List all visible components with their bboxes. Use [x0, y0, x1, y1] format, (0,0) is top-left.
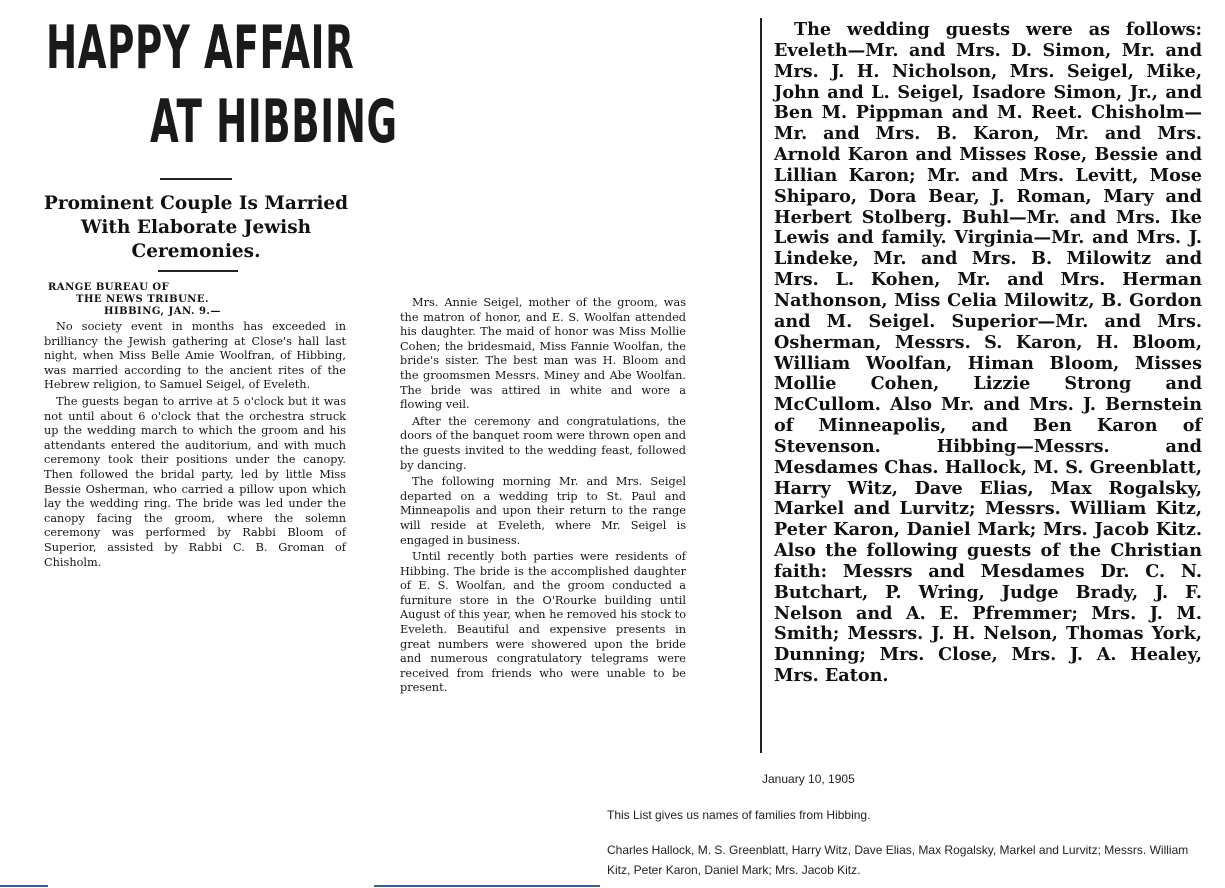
- annotation-names: Charles Hallock, M. S. Greenblatt, Harry Witz, Dave Elias, Max Rogalsky, Markel and Lurvitz; Messrs. William Kitz, Peter Karon, Daniel Mark; Mrs. Jacob Kitz.: [607, 843, 1189, 877]
- guest-list-column: [760, 18, 1207, 753]
- bottom-rule-left: [0, 885, 48, 887]
- dateline-paper: THE NEWS TRIBUNE.: [76, 294, 210, 305]
- paragraph: The guests began to arrive at 5 o'clock but it was not until about 6 o'clock that the orchestra struck up the wedding march to which the groom and his attendants entered the auditorium, and with much ceremony took their positions under the canopy. Then followed the bridal party, led by little Miss Bessie Osherman, who carried a pillow upon which lay the wedding ring. The bride was led under the canopy facing the groom, where the solemn ceremony was performed by Rabbi Bloom of Superior, assisted by Rabbi C. B. Groman of Chisholm.: [44, 394, 346, 569]
- article-column-1: [40, 10, 398, 656]
- subhead-divider: [158, 270, 238, 272]
- headline-divider: [160, 178, 232, 180]
- dateline: [48, 282, 258, 318]
- clipping-date: January 10, 1905: [762, 772, 855, 786]
- guest-list-body: [774, 20, 1202, 687]
- article-column-2: [378, 292, 690, 778]
- dateline-place-date: HIBBING, JAN. 9.—: [104, 306, 221, 317]
- annotation-note: This List gives us names of families from Hibbing.: [607, 808, 871, 822]
- dateline-bureau: RANGE BUREAU OF: [48, 282, 170, 293]
- guest-list-paragraph: The wedding guests were as follows: Eveleth—Mr. and Mrs. D. Simon, Mr. and Mrs. J. H. Nicholson, Mrs. Seigel, Mike, John and L. Seigel, Isadore Simon, Jr., and Ben M. Pippman and M. Reet. Chisholm—Mr. and Mrs. B. Karon, Mr. and Mrs. Arnold Karon and Misses Rose, Bessie and Lillian Karon; Mr. and Mrs. Levitt, Mose Shiparo, Dora Bear, J. Roman, Mary and Herbert Stolberg. Buhl—Mr. and Mrs. Ike Lewis and family. Virginia—Mr. and Mrs. J. Lindeke, Mr. and Mrs. B. Milowitz and Mrs. L. Kohen, Mr. and Mrs. Herman Nathonson, Miss Celia Milowitz, B. Gordon and M. Seigel. Superior—Mr. and Mrs. Osherman, Messrs. S. Karon, H. Bloom, William Woolfan, Himan Bloom, Misses Mollie Cohen, Lizzie Strong and McCullom. Also Mr. and Mrs. J. Bernstein of Minneapolis, and Ben Karon of Stevenson. Hibbing—Messrs. and Mesdames Chas. Hallock, M. S. Greenblatt, Harry Witz, Dave Elias, Max Rogalsky, Markel and Lurvitz; Messrs. William Kitz, Peter Karon, Daniel Mark; Mrs. Jacob Kitz. Also the following guests of the Christian faith: Messrs and Mesdames Dr. C. N. Butchart, P. Wring, Judge Brady, J. F. Nelson and A. E. Pfremmer; Mrs. J. M. Smith; Messrs. J. H. Nelson, Thomas York, Dunning; Mrs. Close, Mrs. J. A. Healey, Mrs. Eaton.: [774, 19, 1202, 687]
- article-body-col2: [400, 296, 686, 698]
- paragraph: Until recently both parties were residents of Hibbing. The bride is the accomplished daughter of E. S. Woolfan, and the groom conducted a furniture store in the O'Rourke building until August of this year, when he removed his stock to Eveleth. Beautiful and expensive presents in great numbers were showered upon the bride and numerous congratulatory telegrams were received from friends who were unable to be present.: [400, 550, 686, 695]
- article-subhead: Prominent Couple Is Married With Elaborate Jewish Ceremonies.: [43, 193, 349, 262]
- paragraph: After the ceremony and congratulations, the doors of the banquet room were thrown open and the guests invited to the wedding feast, followed by dancing.: [400, 414, 686, 472]
- paragraph: The following morning Mr. and Mrs. Seigel departed on a wedding trip to St. Paul and Minneapolis and upon their return to the range will reside at Eveleth, where Mr. Seigel is engaged in business.: [400, 475, 686, 547]
- headline-line-1: HAPPY AFFAIR: [46, 13, 355, 83]
- paragraph: No society event in months has exceeded in brilliancy the Jewish gathering at Close's hall last night, when Miss Belle Amie Woolfran, of Hibbing, was married according to the ancient rites of the Hebrew religion, to Samuel Seigel, of Eveleth.: [44, 320, 346, 392]
- bottom-rule-right: [374, 885, 600, 887]
- paragraph: Mrs. Annie Seigel, mother of the groom, was the matron of honor, and E. S. Woolfan attended his daughter. The maid of honor was Miss Mollie Cohen; the bridesmaid, Miss Fannie Woolfan, the bride's sister. The best man was H. Bloom and the groomsmen Messrs. Miney and Abe Woolfan. The bride was attired in white and wore a flowing veil.: [400, 296, 686, 412]
- headline-line-2: AT HIBBING: [150, 87, 398, 157]
- article-body-col1: [44, 320, 346, 572]
